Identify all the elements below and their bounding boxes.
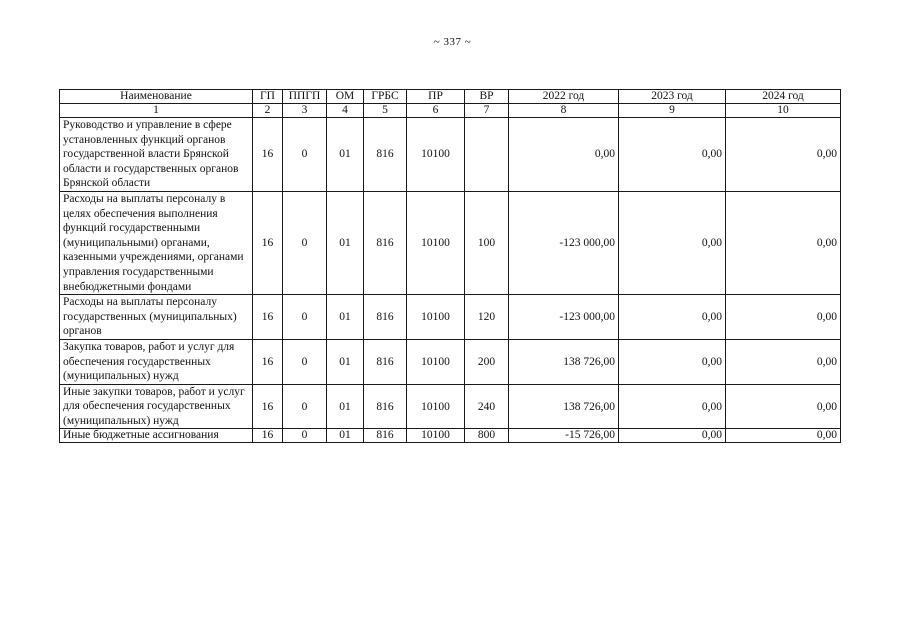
col-number: 4 — [327, 104, 364, 118]
col-number: 7 — [465, 104, 509, 118]
column-number-row — [60, 104, 841, 118]
col-number: 6 — [407, 104, 465, 118]
header-vr: ВР — [465, 90, 509, 104]
row-2024: 0,00 — [726, 118, 841, 192]
row-name: Иные закупки товаров, работ и услуг для обеспечения государственных (муниципальных) нужд — [60, 384, 253, 429]
row-om: 01 — [327, 429, 364, 443]
row-grbs: 816 — [364, 384, 407, 429]
row-2023: 0,00 — [619, 118, 726, 192]
row-2024: 0,00 — [726, 384, 841, 429]
col-number: 8 — [509, 104, 619, 118]
row-grbs: 816 — [364, 295, 407, 340]
row-2022: 138 726,00 — [509, 384, 619, 429]
row-gp: 16 — [253, 118, 283, 192]
row-name: Руководство и управление в сфере установленных функций органов государственной власти Брянской области и государственных органов Брянской области — [60, 118, 253, 192]
header-row — [60, 90, 841, 104]
row-gp: 16 — [253, 384, 283, 429]
row-grbs: 816 — [364, 118, 407, 192]
header-gp: ГП — [253, 90, 283, 104]
row-ppgp: 0 — [283, 339, 327, 384]
row-vr: 800 — [465, 429, 509, 443]
row-gp: 16 — [253, 429, 283, 443]
row-om: 01 — [327, 295, 364, 340]
table-row — [60, 295, 841, 340]
row-vr — [465, 118, 509, 192]
row-vr: 100 — [465, 191, 509, 294]
header-2022: 2022 год — [509, 90, 619, 104]
row-name: Расходы на выплаты персоналу в целях обеспечения выполнения функций государственными (муниципальными) органами, казенными учреждениями, органами управления государственными внебюджетными фондами — [60, 191, 253, 294]
row-ppgp: 0 — [283, 429, 327, 443]
row-pr: 10100 — [407, 295, 465, 340]
row-om: 01 — [327, 191, 364, 294]
row-2022: 0,00 — [509, 118, 619, 192]
row-pr: 10100 — [407, 191, 465, 294]
col-number: 2 — [253, 104, 283, 118]
col-number: 9 — [619, 104, 726, 118]
row-pr: 10100 — [407, 384, 465, 429]
col-number: 5 — [364, 104, 407, 118]
row-2022: -15 726,00 — [509, 429, 619, 443]
col-number: 1 — [60, 104, 253, 118]
row-ppgp: 0 — [283, 295, 327, 340]
table-row — [60, 429, 841, 443]
row-om: 01 — [327, 118, 364, 192]
row-2023: 0,00 — [619, 429, 726, 443]
row-grbs: 816 — [364, 339, 407, 384]
row-2024: 0,00 — [726, 295, 841, 340]
row-pr: 10100 — [407, 339, 465, 384]
budget-table — [59, 89, 841, 443]
row-2023: 0,00 — [619, 339, 726, 384]
row-2022: -123 000,00 — [509, 295, 619, 340]
header-ppgp: ППГП — [283, 90, 327, 104]
header-2024: 2024 год — [726, 90, 841, 104]
row-pr: 10100 — [407, 118, 465, 192]
row-2023: 0,00 — [619, 191, 726, 294]
table-row — [60, 191, 841, 294]
row-grbs: 816 — [364, 429, 407, 443]
row-2024: 0,00 — [726, 429, 841, 443]
header-name: Наименование — [60, 90, 253, 104]
table-row — [60, 384, 841, 429]
table-row — [60, 118, 841, 192]
row-gp: 16 — [253, 191, 283, 294]
row-name: Расходы на выплаты персоналу государственных (муниципальных) органов — [60, 295, 253, 340]
row-2022: 138 726,00 — [509, 339, 619, 384]
row-vr: 120 — [465, 295, 509, 340]
row-pr: 10100 — [407, 429, 465, 443]
row-2022: -123 000,00 — [509, 191, 619, 294]
row-name: Закупка товаров, работ и услуг для обеспечения государственных (муниципальных) нужд — [60, 339, 253, 384]
header-om: ОМ — [327, 90, 364, 104]
page-number: ~ 337 ~ — [433, 36, 472, 48]
table-row — [60, 339, 841, 384]
row-gp: 16 — [253, 339, 283, 384]
row-vr: 240 — [465, 384, 509, 429]
row-ppgp: 0 — [283, 191, 327, 294]
row-om: 01 — [327, 384, 364, 429]
row-name: Иные бюджетные ассигнования — [60, 429, 253, 443]
row-om: 01 — [327, 339, 364, 384]
row-ppgp: 0 — [283, 384, 327, 429]
row-gp: 16 — [253, 295, 283, 340]
row-2024: 0,00 — [726, 339, 841, 384]
row-grbs: 816 — [364, 191, 407, 294]
header-grbs: ГРБС — [364, 90, 407, 104]
col-number: 3 — [283, 104, 327, 118]
col-number: 10 — [726, 104, 841, 118]
row-ppgp: 0 — [283, 118, 327, 192]
row-2023: 0,00 — [619, 384, 726, 429]
row-2023: 0,00 — [619, 295, 726, 340]
row-2024: 0,00 — [726, 191, 841, 294]
header-2023: 2023 год — [619, 90, 726, 104]
header-pr: ПР — [407, 90, 465, 104]
row-vr: 200 — [465, 339, 509, 384]
